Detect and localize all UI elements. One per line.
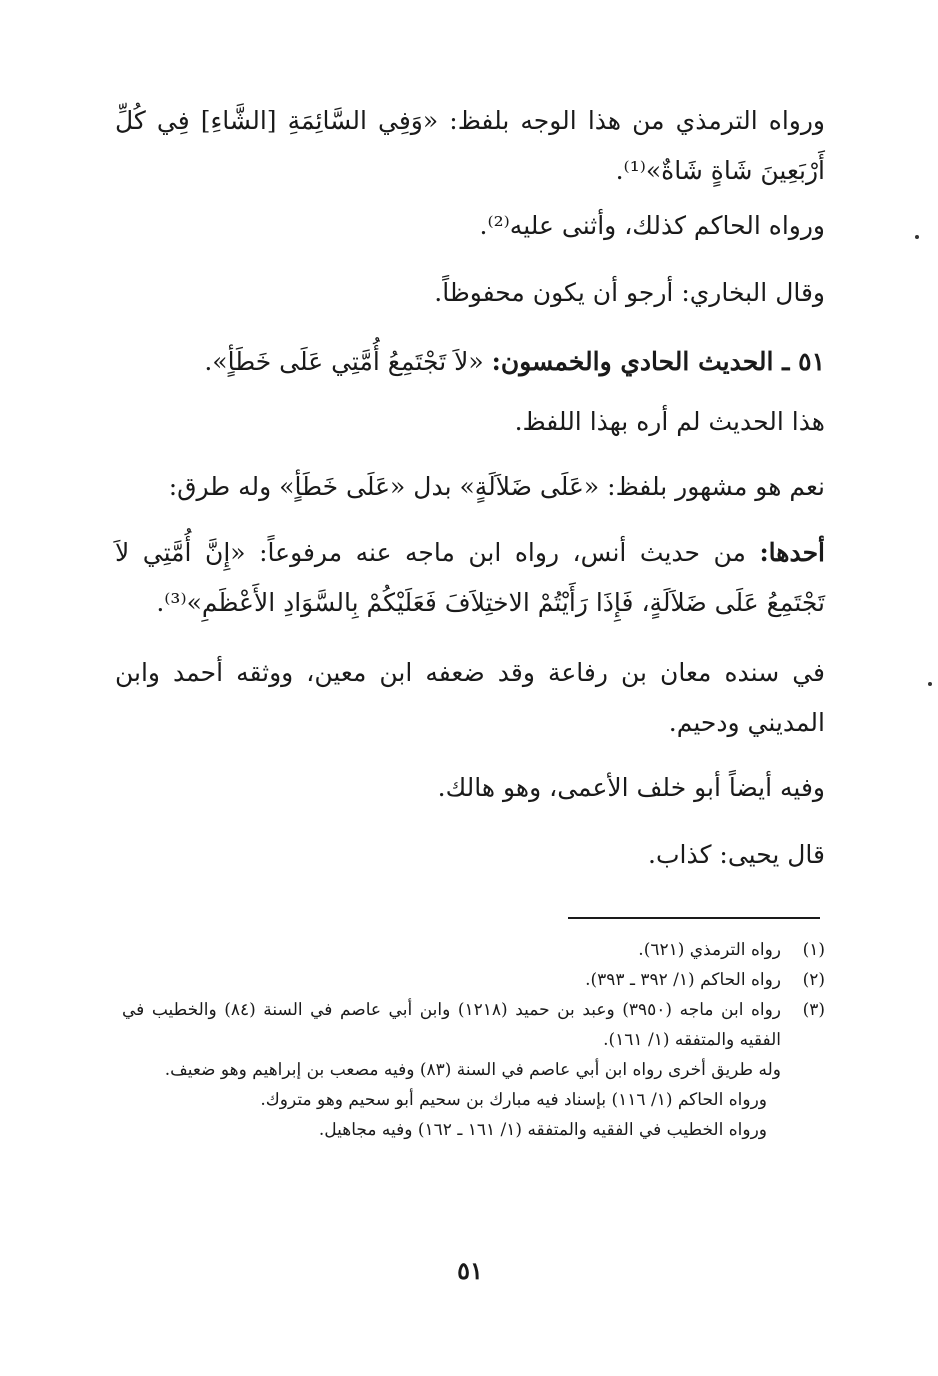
footnote-3-continuation: وله طريق أخرى رواه ابن أبي عاصم في السنة (٨٣) وفيه مصعب بن إبراهيم وهو ضعيف.	[164, 1060, 781, 1080]
paragraph-text: ورواه الترمذي من هذا الوجه بلفظ: «وَفِي السَّائِمَةِ [الشَّاءِ] فِي كُلِّ أَرْبَعِينَ شَاةٍ شَاةٌ»⁽¹⁾.	[115, 106, 825, 185]
footnote-text: رواه ابن ماجه (٣٩٥٠) وعبد بن حميد (١٢١٨) وابن أبي عاصم في السنة (٨٤) والخطيب في الفقيه والمتفقه (١/ ١٦١).	[122, 1000, 781, 1050]
paragraph-text	[115, 528, 825, 628]
paragraph-text: نعم هو مشهور بلفظ: «عَلَى ضَلاَلَةٍ» بدل «عَلَى خَطَأٍ» وله طرق:	[168, 472, 825, 501]
footnote-3	[122, 995, 825, 1055]
hadith-number-heading: ٥١ ـ الحديث الحادي والخمسون:	[491, 347, 825, 376]
paragraph-text: وقال البخاري: أرجو أن يكون محفوظاً.	[434, 278, 825, 307]
paragraph-text: قال يحيى: كذاب.	[648, 840, 825, 869]
paragraph-yahya	[115, 830, 825, 880]
footnote-text: رواه الترمذي (٦٢١).	[638, 940, 781, 960]
paragraph-text: وفيه أيضاً أبو خلف الأعمى، وهو هالك.	[437, 773, 825, 802]
footnote-3-continuation: ورواه الحاكم (١/ ١١٦) بإسناد فيه مبارك بن سحيم أبو سحيم وهو متروك.	[260, 1090, 767, 1110]
paragraph-hakim	[115, 201, 825, 251]
hadith-text: «لاَ تَجْتَمِعُ أُمَّتِي عَلَى خَطَأٍ».	[204, 347, 484, 376]
paragraph-tirmidhi	[115, 96, 825, 196]
paragraph-mashhur	[115, 462, 825, 512]
page-number: ٥١	[457, 1256, 483, 1285]
hadith-51-heading-line	[115, 337, 825, 387]
scan-speck	[915, 235, 919, 239]
paragraph-abu-khalaf	[115, 763, 825, 813]
footnote-number: (٣)	[802, 1000, 825, 1020]
paragraph-isnad	[115, 648, 825, 748]
paragraph-anas	[115, 528, 825, 628]
paragraph-text: في سنده معان بن رفاعة وقد ضعفه ابن معين، ووثقه أحمد وابن المديني ودحيم.	[115, 658, 825, 737]
footnote-3-continuation: ورواه الخطيب في الفقيه والمتفقه (١/ ١٦١ ـ ١٦٢) وفيه مجاهيل.	[318, 1120, 767, 1140]
paragraph-text: هذا الحديث لم أره بهذا اللفظ.	[514, 407, 825, 436]
paragraph-bukhari	[115, 268, 825, 318]
paragraph-text	[115, 337, 825, 387]
first-way-heading: أحدها:	[759, 538, 825, 567]
paragraph-text: ورواه الحاكم كذلك، وأثنى عليه⁽²⁾.	[479, 211, 825, 240]
footnote-number: (٢)	[802, 970, 825, 990]
footnote-text: رواه الحاكم (١/ ٣٩٢ ـ ٣٩٣).	[585, 970, 781, 990]
paragraph-not-seen	[115, 397, 825, 447]
first-way-text: من حديث أنس، رواه ابن ماجه عنه مرفوعاً: «إِنَّ أُمَّتِي لاَ تَجْتَمِعُ عَلَى ضَلاَلَةٍ، فَإِذَا رَأَيْتُمْ الاختِلاَفَ فَعَلَيْكُمْ بِالسَّوَادِ الأَعْظَمِ»⁽³⁾.	[115, 538, 825, 617]
footnote-number: (١)	[802, 940, 825, 960]
footnote-1	[122, 935, 825, 965]
footnotes-section	[122, 935, 825, 1145]
footnote-separator	[568, 917, 820, 919]
footnote-2	[122, 965, 825, 995]
scan-speck	[928, 682, 932, 686]
